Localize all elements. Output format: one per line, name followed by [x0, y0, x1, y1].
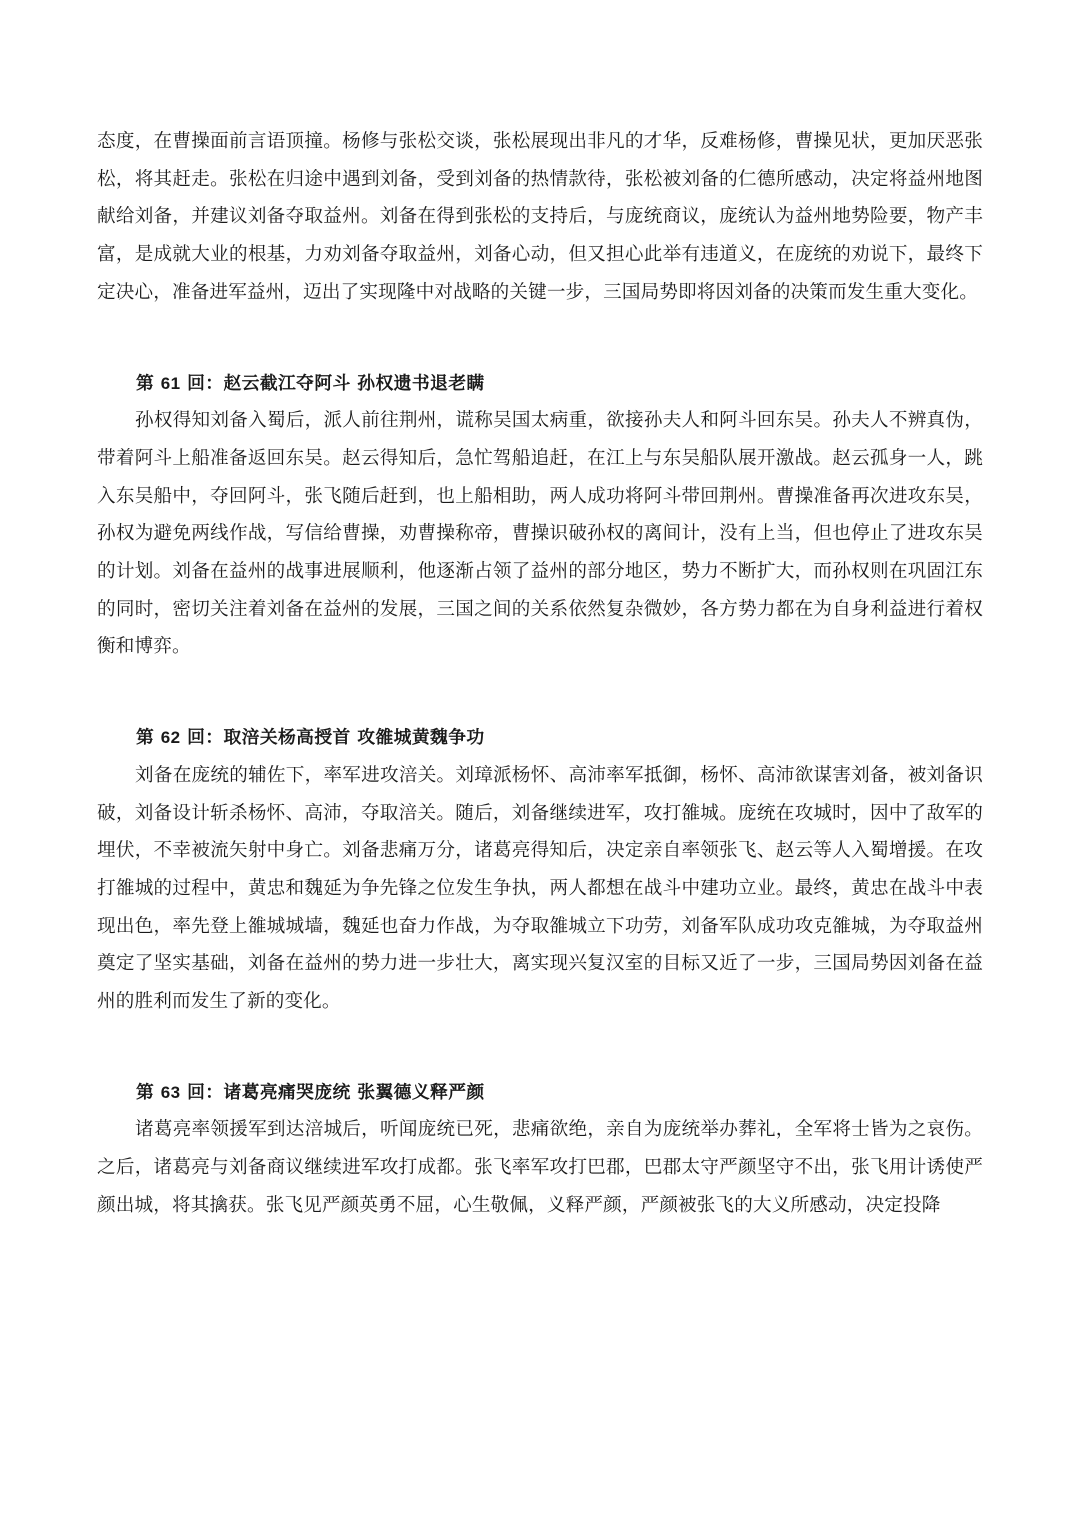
chapter-suffix: 回：	[180, 727, 224, 749]
chapter-prefix: 第	[136, 1081, 161, 1103]
chapter-title	[97, 1074, 983, 1112]
chapter-62	[97, 719, 983, 1021]
chapter-suffix: 回：	[180, 1081, 224, 1103]
chapter-prefix: 第	[136, 372, 161, 394]
chapter-suffix: 回：	[180, 372, 224, 394]
chapter-number: 62	[160, 728, 181, 748]
document-page	[97, 123, 983, 1225]
chapter-number: 61	[160, 373, 181, 393]
chapter-61	[97, 365, 983, 667]
chapter-paragraph: 刘备在庞统的辅佐下，率军进攻涪关。刘璋派杨怀、高沛率军抵御，杨怀、高沛欲谋害刘备，被刘备识破，刘备设计斩杀杨怀、高沛，夺取涪关。随后，刘备继续进军，攻打雒城。庞统在攻城时，因中了敌军的埋伏，不幸被流矢射中身亡。刘备悲痛万分，诸葛亮得知后，决定亲自率领张飞、赵云等人入蜀增援。在攻打雒城的过程中，黄忠和魏延为争先锋之位发生争执，两人都想在战斗中建功立业。最终，黄忠在战斗中表现出色，率先登上雒城城墙，魏延也奋力作战，为夺取雒城立下功劳，刘备军队成功攻克雒城，为夺取益州奠定了坚实基础，刘备在益州的势力进一步壮大，离实现兴复汉室的目标又近了一步，三国局势因刘备在益州的胜利而发生了新的变化。	[97, 764, 983, 1013]
chapter-63	[97, 1074, 983, 1225]
chapter-heading: 赵云截江夺阿斗 孙权遗书退老瞒	[223, 372, 485, 394]
chapter-title	[97, 365, 983, 403]
chapter-heading: 诸葛亮痛哭庞统 张翼德义释严颜	[223, 1081, 485, 1103]
intro-paragraph: 态度，在曹操面前言语顶撞。杨修与张松交谈，张松展现出非凡的才华，反难杨修，曹操见状，更加厌恶张松，将其赶走。张松在归途中遇到刘备，受到刘备的热情款待，张松被刘备的仁德所感动，决定将益州地图献给刘备，并建议刘备夺取益州。刘备在得到张松的支持后，与庞统商议，庞统认为益州地势险要，物产丰富，是成就大业的根基，力劝刘备夺取益州，刘备心动，但又担心此举有违道义，在庞统的劝说下，最终下定决心，准备进军益州，迈出了实现隆中对战略的关键一步，三国局势即将因刘备的决策而发生重大变化。	[97, 131, 983, 303]
chapter-prefix: 第	[136, 727, 161, 749]
chapter-number: 63	[160, 1082, 181, 1102]
chapter-title	[97, 719, 983, 757]
chapter-heading: 取涪关杨高授首 攻雒城黄魏争功	[223, 727, 485, 749]
chapter-paragraph: 孙权得知刘备入蜀后，派人前往荆州，谎称吴国太病重，欲接孙夫人和阿斗回东吴。孙夫人不辨真伪，带着阿斗上船准备返回东吴。赵云得知后，急忙驾船追赶，在江上与东吴船队展开激战。赵云孤身一人，跳入东吴船中，夺回阿斗，张飞随后赶到，也上船相助，两人成功将阿斗带回荆州。曹操准备再次进攻东吴，孙权为避免两线作战，写信给曹操，劝曹操称帝，曹操识破孙权的离间计，没有上当，但也停止了进攻东吴的计划。刘备在益州的战事进展顺利，他逐渐占领了益州的部分地区，势力不断扩大，而孙权则在巩固江东的同时，密切关注着刘备在益州的发展，三国之间的关系依然复杂微妙，各方势力都在为自身利益进行着权衡和博弈。	[97, 410, 983, 658]
chapter-paragraph: 诸葛亮率领援军到达涪城后，听闻庞统已死，悲痛欲绝，亲自为庞统举办葬礼，全军将士皆为之哀伤。之后，诸葛亮与刘备商议继续进军攻打成都。张飞率军攻打巴郡，巴郡太守严颜坚守不出，张飞用计诱使严颜出城，将其擒获。张飞见严颜英勇不屈，心生敬佩，义释严颜，严颜被张飞的大义所感动，决定投降	[97, 1119, 983, 1216]
